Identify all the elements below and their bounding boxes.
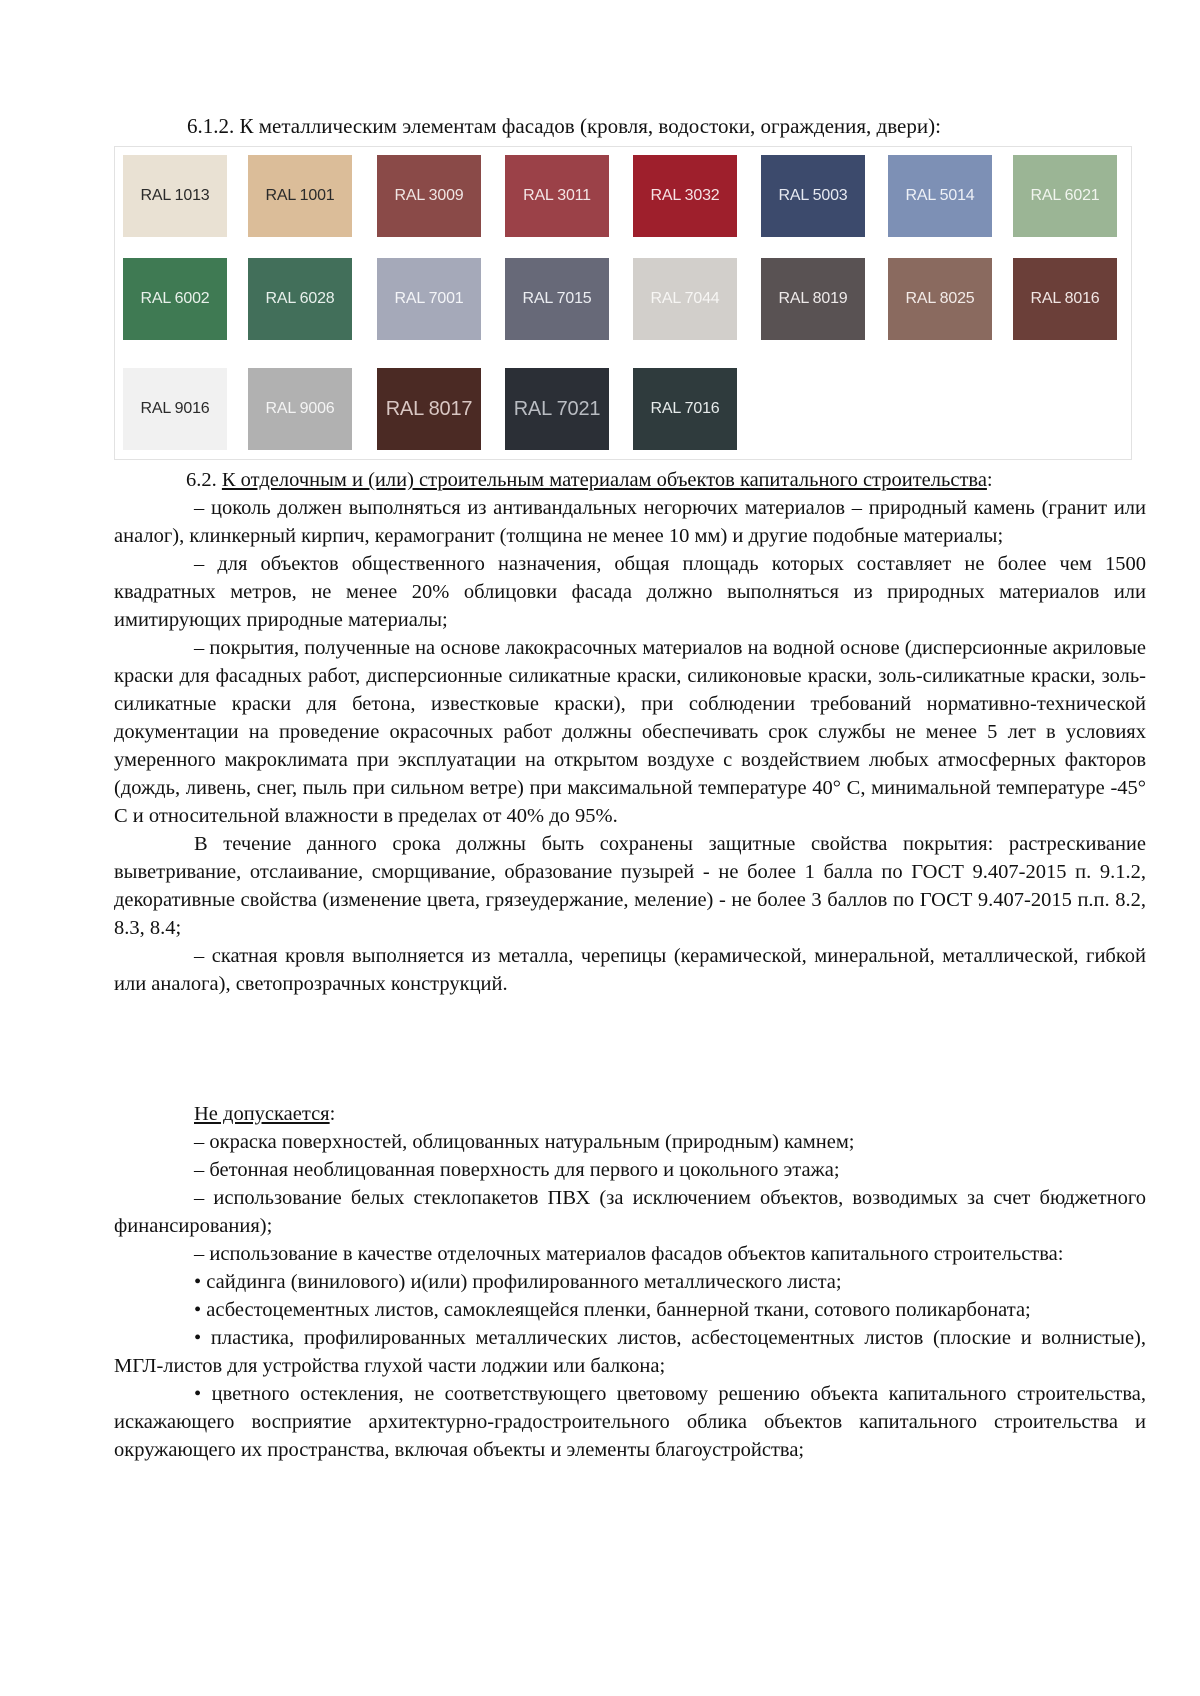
bullet-item: • цветного остекления, не соответствующего цветовому решению объекта капитального строительства, искажающего восприятие архитектурно-градостроительного облика объектов капитального строительства и окружающего их пространства, включая объекты и элементы благоустройства; xyxy=(114,1383,1146,1461)
bullet-item: • асбестоцементных листов, самоклеящейся пленки, баннерной ткани, сотового поликарбоната; xyxy=(194,1299,1031,1321)
ral-swatch: RAL 9006 xyxy=(248,368,352,450)
ral-swatch: RAL 5003 xyxy=(761,155,865,237)
ral-swatch: RAL 7016 xyxy=(633,368,737,450)
ral-swatch: RAL 8016 xyxy=(1013,258,1117,340)
ral-swatch: RAL 3011 xyxy=(505,155,609,237)
section-6-2 xyxy=(114,466,1146,998)
ral-color-palette xyxy=(114,146,1132,460)
bullet-item: • пластика, профилированных металлических листов, асбестоцементных листов (плоские и волнистые), МГЛ-листов для устройства глухой части лоджии или балкона; xyxy=(114,1327,1146,1377)
ral-swatch: RAL 6028 xyxy=(248,258,352,340)
ral-swatch: RAL 6021 xyxy=(1013,155,1117,237)
ral-swatch: RAL 8025 xyxy=(888,258,992,340)
ral-swatch: RAL 7001 xyxy=(377,258,481,340)
paragraph: – покрытия, полученные на основе лакокрасочных материалов на водной основе (дисперсионные акриловые краски для фасадных работ, дисперсионные силикатные краски, силиконовые краски, золь-силикатные краски, золь-силикатные краски для бетона, известковые краски), при соблюдении требований нормативно-технической документации на проведение окрасочных работ должны обеспечивать срок службы не менее 5 лет в условиях умеренного макроклимата при эксплуатации на открытом воздухе с воздействием любых атмосферных факторов (дождь, ливень, снег, пыль при сильном ветре) при максимальной температуре 40° С, минимальной температуре -45° С и относительной влажности в пределах от 40% до 95%. xyxy=(114,637,1146,827)
ral-swatch: RAL 3009 xyxy=(377,155,481,237)
section-title: К отделочным и (или) строительным материалам объектов капитального строительства xyxy=(221,469,987,491)
section-heading-6-2 xyxy=(114,466,1146,494)
section-heading-6-1-2: 6.1.2. К металлическим элементам фасадов (кровля, водостоки, ограждения, двери): xyxy=(187,114,941,138)
ral-swatch: RAL 7015 xyxy=(505,258,609,340)
section-colon: : xyxy=(986,469,993,491)
paragraph: В течение данного срока должны быть сохранены защитные свойства покрытия: растрескивание выветривание, отслаивание, сморщивание, образование пузырей - не более 1 балла по ГОСТ 9.407-2015 п. 9.1.2, декоративные свойства (изменение цвета, грязеудержание, меление) - не более 3 баллов по ГОСТ 9.407-2015 п.п. 8.2, 8.3, 8.4; xyxy=(114,833,1146,939)
ral-swatch: RAL 8019 xyxy=(761,258,865,340)
not-allowed-section xyxy=(114,1100,1146,1464)
ral-swatch: RAL 7021 xyxy=(505,368,609,450)
bullet-item: • сайдинга (винилового) и(или) профилированного металлического листа; xyxy=(194,1271,842,1293)
list-item: – бетонная необлицованная поверхность для первого и цокольного этажа; xyxy=(194,1159,840,1181)
section-number: 6.2. xyxy=(186,469,222,491)
paragraph: – скатная кровля выполняется из металла, черепицы (керамической, минеральной, металлической, гибкой или аналога), светопрозрачных конструкций. xyxy=(114,945,1146,995)
ral-swatch: RAL 1013 xyxy=(123,155,227,237)
list-item: – использование в качестве отделочных материалов фасадов объектов капитального строительства: xyxy=(194,1243,1064,1265)
ral-swatch: RAL 8017 xyxy=(377,368,481,450)
paragraph: – цоколь должен выполняться из антивандальных негорючих материалов – природный камень (гранит или аналог), клинкерный кирпич, керамогранит (толщина не менее 10 мм) и другие подобные материалы; xyxy=(114,497,1146,547)
list-item: – окраска поверхностей, облицованных натуральным (природным) камнем; xyxy=(194,1131,855,1153)
not-allowed-heading: Не допускается: xyxy=(194,1103,336,1125)
ral-swatch: RAL 1001 xyxy=(248,155,352,237)
ral-swatch: RAL 3032 xyxy=(633,155,737,237)
paragraph: – для объектов общественного назначения, общая площадь которых составляет не более чем 1500 квадратных метров, не менее 20% облицовки фасада должно выполняться из природных материалов или имитирующих природные материалы; xyxy=(114,553,1146,631)
ral-swatch: RAL 6002 xyxy=(123,258,227,340)
ral-swatch: RAL 9016 xyxy=(123,368,227,450)
ral-swatch: RAL 7044 xyxy=(633,258,737,340)
ral-swatch: RAL 5014 xyxy=(888,155,992,237)
list-item: – использование белых стеклопакетов ПВХ (за исключением объектов, возводимых за счет бюджетного финансирования); xyxy=(114,1187,1146,1237)
